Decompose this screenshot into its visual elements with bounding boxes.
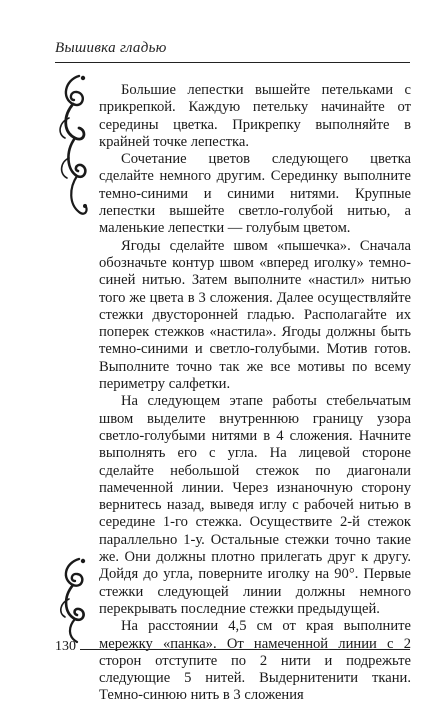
footer-rule: [80, 649, 410, 650]
paragraph: Ягоды сделайте швом «пышечка». Сначала обозначьте контур швом «вперед иголку» темно-синей нитью. Затем выполните «настил» нитью того же цвета в 3 сложения. Далее осуществляйте стежки двусторонней гладью. Располагайте их поперек стежков «настила». Ягоды должны быть темно-синими и светло-голубыми. Мотив готов. Выполните точно так же все мотивы по всему периметру салфетки.: [99, 237, 411, 393]
header-rule: [55, 62, 410, 63]
body-text: [99, 82, 411, 705]
paragraph: Большие лепестки вышейте петельками с прикрепкой. Каждую петельку начинайте от середины цветка. Прикрепку выполняйте в крайней точке лепестка.: [99, 82, 411, 150]
page-number: 130: [55, 639, 76, 654]
paragraph: Сочетание цветов следующего цветка сделайте немного другим. Серединку выполните темно-синими и синими нитями. Крупные лепестки вышейте светло-голубой нитью, а маленькие лепестки — голубым цветом.: [99, 151, 411, 237]
scroll-ornament-icon: [55, 555, 93, 645]
paragraph: На расстоянии 4,5 см от края выполните мережку «панка». От намеченной линии с 2 сторон отступите по 2 нити и подрежьте следующие 5 нитей. Выдернитенити ткани. Темно-синюю нить в 3 сложения: [99, 618, 411, 704]
running-header: Вышивка гладью: [55, 40, 167, 56]
scroll-ornament-icon: [55, 72, 93, 222]
paragraph: На следующем этапе работы стебельчатым швом выделите внутреннюю границу узора светло-голубыми нитями в 4 сложения. Начните выполнять его с угла. На лицевой стороне сделайте небольшой стежок по диагонали памеченной линии. Через изнаночную сторону вернитесь назад, выведя иглу с рабочей нитью в середине 1-го стежка. Осуществите 2-й стежок параллельно 1-у. Остальные стежки точно такие же. Они должны плотно прилегать друг к другу. Дойдя до угла, поверните иголку на 90°. Первые стежки следующей линии должны немного перекрывать последние стежки предыдущей.: [99, 393, 411, 617]
